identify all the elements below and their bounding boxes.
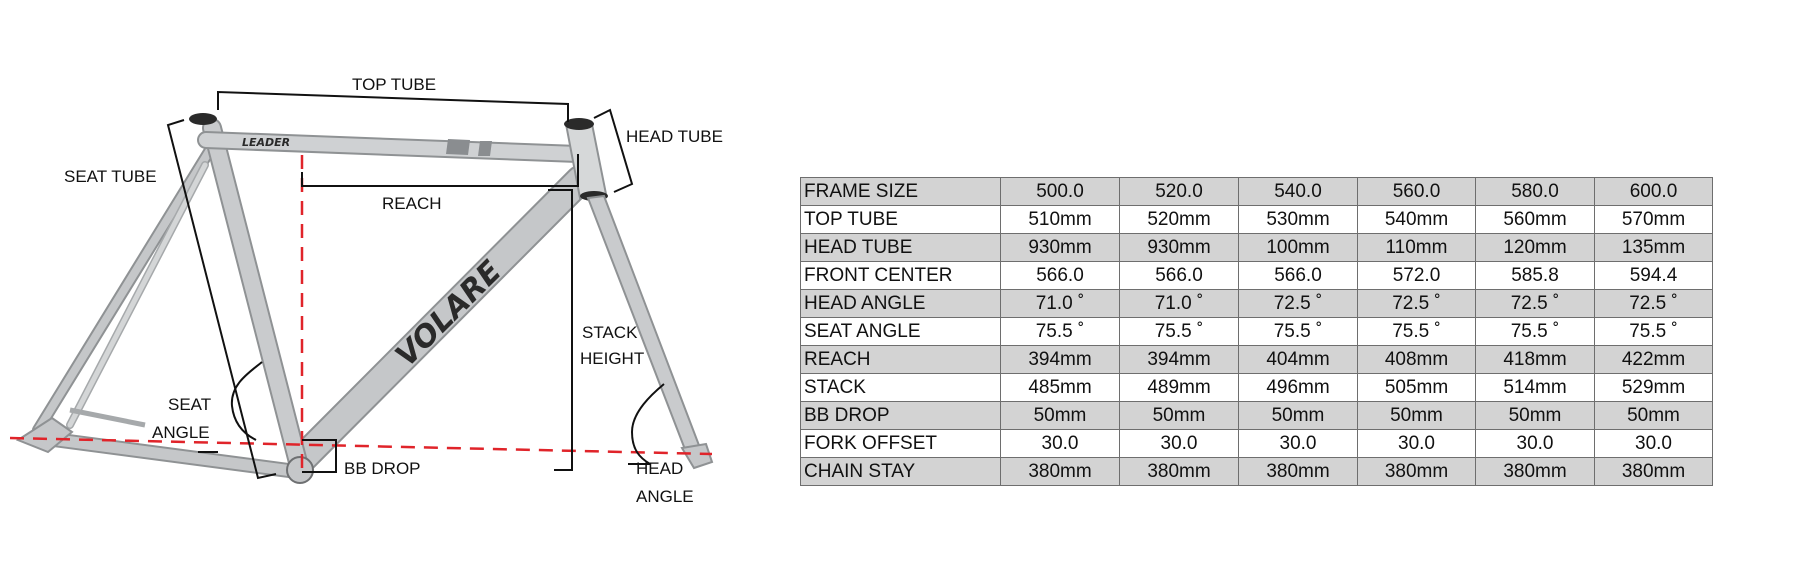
header-size: 520.0 [1120,178,1239,206]
label-stack-line1: STACK [582,323,638,342]
table-cell: 380mm [1001,458,1120,486]
table-cell: 930mm [1120,234,1239,262]
header-size: 540.0 [1239,178,1358,206]
table-row [801,458,1713,486]
table-cell: 394mm [1120,346,1239,374]
table-cell: 422mm [1595,346,1713,374]
table-cell: 71.0 ˚ [1120,290,1239,318]
table-cell: 75.5 ˚ [1120,318,1239,346]
table-cell: 72.5 ˚ [1595,290,1713,318]
table-row [801,290,1713,318]
row-label: HEAD ANGLE [801,290,1001,318]
table-cell: 520mm [1120,206,1239,234]
row-label: BB DROP [801,402,1001,430]
table-row [801,262,1713,290]
table-cell: 394mm [1001,346,1120,374]
table-cell: 408mm [1358,346,1476,374]
table-cell: 404mm [1239,346,1358,374]
label-head-angle-line2: ANGLE [636,487,694,506]
table-cell: 120mm [1476,234,1595,262]
table-cell: 100mm [1239,234,1358,262]
table-cell: 572.0 [1358,262,1476,290]
table-row [801,402,1713,430]
table-cell: 30.0 [1120,430,1239,458]
table-cell: 50mm [1001,402,1120,430]
table-header-row [801,178,1713,206]
stack-dimension [548,190,572,470]
label-seat-tube: SEAT TUBE [64,167,157,186]
table-cell: 560mm [1476,206,1595,234]
table-cell: 530mm [1239,206,1358,234]
row-label: CHAIN STAY [801,458,1001,486]
table-cell: 30.0 [1595,430,1713,458]
table-cell: 75.5 ˚ [1358,318,1476,346]
table-cell: 50mm [1358,402,1476,430]
label-stack-line2: HEIGHT [580,349,645,368]
header-size: 560.0 [1358,178,1476,206]
table-cell: 75.5 ˚ [1595,318,1713,346]
bottom-bracket [287,457,313,483]
top-tube-logo: LEADER [242,136,291,149]
row-label: FORK OFFSET [801,430,1001,458]
table-cell: 566.0 [1239,262,1358,290]
label-head-tube: HEAD TUBE [626,127,723,146]
table-cell: 585.8 [1476,262,1595,290]
frame-geometry-diagram [0,0,800,578]
row-label: TOP TUBE [801,206,1001,234]
table-cell: 110mm [1358,234,1476,262]
table-cell: 71.0 ˚ [1001,290,1120,318]
table-cell: 529mm [1595,374,1713,402]
table-cell: 50mm [1239,402,1358,430]
table-row [801,318,1713,346]
label-seat-angle-line2: ANGLE [152,423,210,442]
label-top-tube: TOP TUBE [352,75,437,94]
table-cell: 570mm [1595,206,1713,234]
table-cell: 496mm [1239,374,1358,402]
table-cell: 514mm [1476,374,1595,402]
table-cell: 540mm [1358,206,1476,234]
label-bb-drop: BB DROP [344,459,421,478]
geometry-table [800,177,1713,486]
table-cell: 72.5 ˚ [1239,290,1358,318]
table-cell: 510mm [1001,206,1120,234]
label-head-angle-line1: HEAD [636,459,684,478]
table-cell: 72.5 ˚ [1476,290,1595,318]
table-cell: 380mm [1476,458,1595,486]
table-row [801,346,1713,374]
table-cell: 380mm [1358,458,1476,486]
header-size: 600.0 [1595,178,1713,206]
table-row [801,234,1713,262]
row-label: SEAT ANGLE [801,318,1001,346]
table-cell: 72.5 ˚ [1358,290,1476,318]
table-cell: 50mm [1120,402,1239,430]
table-cell: 75.5 ˚ [1239,318,1358,346]
table-cell: 505mm [1358,374,1476,402]
table-cell: 135mm [1595,234,1713,262]
table-cell: 380mm [1595,458,1713,486]
table-cell: 418mm [1476,346,1595,374]
row-label: STACK [801,374,1001,402]
down-tube-logo: VOLARE [388,254,509,374]
table-cell: 50mm [1476,402,1595,430]
table-cell: 75.5 ˚ [1001,318,1120,346]
table-cell: 50mm [1595,402,1713,430]
table-row [801,206,1713,234]
table-cell: 930mm [1001,234,1120,262]
table-row [801,374,1713,402]
table-cell: 485mm [1001,374,1120,402]
header-size: 580.0 [1476,178,1595,206]
table-cell: 30.0 [1001,430,1120,458]
table-cell: 75.5 ˚ [1476,318,1595,346]
header-size: 500.0 [1001,178,1120,206]
top-tube-dimension [218,92,568,122]
table-body [801,206,1713,486]
table-row [801,430,1713,458]
table-cell: 489mm [1120,374,1239,402]
table-cell: 30.0 [1239,430,1358,458]
table-cell: 594.4 [1595,262,1713,290]
header-frame-size: FRAME SIZE [801,178,1001,206]
table-cell: 30.0 [1476,430,1595,458]
row-label: REACH [801,346,1001,374]
table-cell: 380mm [1120,458,1239,486]
label-reach: REACH [382,194,442,213]
table-cell: 30.0 [1358,430,1476,458]
row-label: FRONT CENTER [801,262,1001,290]
table-cell: 380mm [1239,458,1358,486]
seat-angle-arc [232,362,262,440]
table-cell: 566.0 [1001,262,1120,290]
row-label: HEAD TUBE [801,234,1001,262]
label-seat-angle-line1: SEAT [168,395,212,414]
table-cell: 566.0 [1120,262,1239,290]
